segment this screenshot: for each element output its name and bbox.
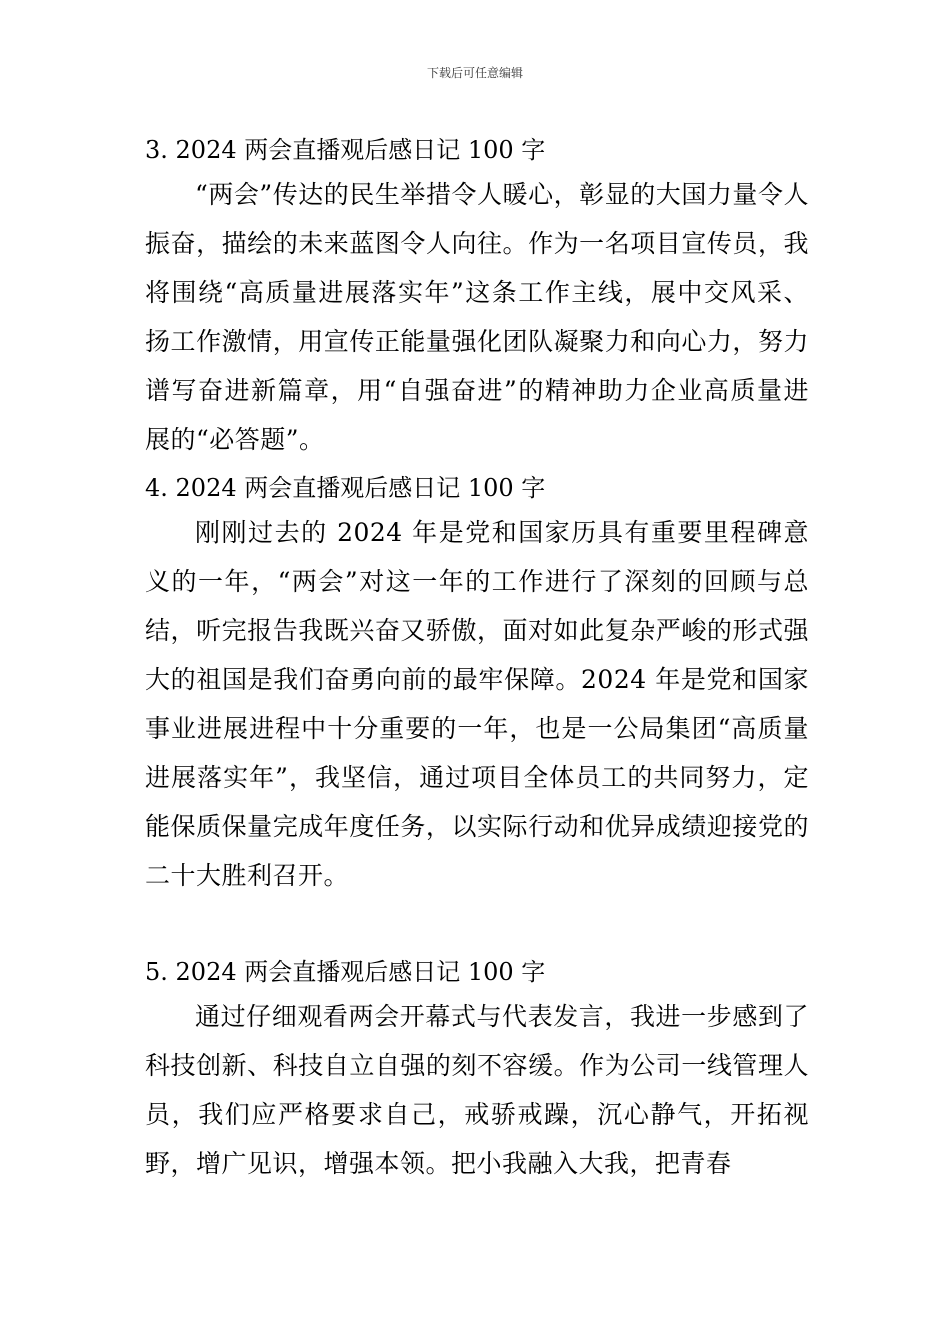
header-note: 下载后可任意编辑 bbox=[426, 66, 523, 80]
section-paragraph: 通过仔细观看两会开幕式与代表发言，我进一步感到了科技创新、科技自立自强的刻不容缓。作为公司一线管理人员，我们应严格要求自己，戒骄戒躁，沉心静气，开拓视野，增广见识，增强本领。把小我融入大我，把青春 bbox=[145, 1002, 809, 1178]
section-heading: 3. 2024 两会直播观后感日记 100 字 bbox=[145, 136, 546, 164]
document-body bbox=[145, 130, 809, 1188]
section-4 bbox=[145, 468, 809, 900]
spacer bbox=[145, 900, 809, 952]
section-heading: 5. 2024 两会直播观后感日记 100 字 bbox=[145, 958, 546, 986]
section-paragraph: 刚刚过去的 2024 年是党和国家历具有重要里程碑意义的一年，“两会”对这一年的工作进行了深刻的回顾与总结，听完报告我既兴奋又骄傲，面对如此复杂严峻的形式强大的祖国是我们奋勇向前的最牢保障。2024 年是党和国家事业进展进程中十分重要的一年，也是一公局集团“高质量进展落实年”，我坚信，通过项目全体员工的共同努力，定能保质保量完成年度任务，以实际行动和优异成绩迎接党的二十大胜利召开。 bbox=[145, 518, 809, 890]
section-3 bbox=[145, 130, 809, 464]
section-paragraph: “两会”传达的民生举措令人暖心，彰显的大国力量令人振奋，描绘的未来蓝图令人向往。作为一名项目宣传员，我将围绕“高质量进展落实年”这条工作主线，展中交风采、扬工作激情，用宣传正能量强化团队凝聚力和向心力，努力谱写奋进新篇章，用“自强奋进”的精神助力企业高质量进展的“必答题”。 bbox=[145, 180, 809, 454]
section-5 bbox=[145, 952, 809, 1188]
section-heading: 4. 2024 两会直播观后感日记 100 字 bbox=[145, 474, 546, 502]
